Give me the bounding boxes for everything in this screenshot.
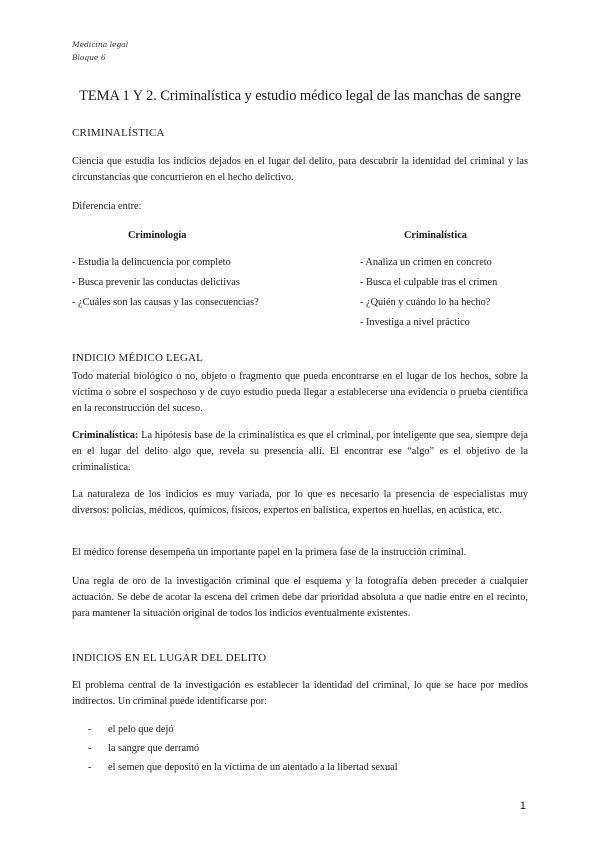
list-item: el pelo que dejó [108, 724, 174, 735]
list-item: - Estudia la delincuencia por completo [72, 257, 231, 268]
identity-problem: El problema central de la investigación es establecer la identidad del criminal, lo que se hace por medios indirectos. Un criminal puede identificarse por: [72, 680, 528, 708]
list-item: - Busca prevenir las conductas delictivas [72, 277, 240, 288]
bullet-marker: - [88, 724, 92, 735]
hypothesis-text: La hipótesis base de la criminalística es que el criminal, por inteligente que sea, siempre deja en el lugar del delito algo que, revela su presencia allí. El encontrar ese “algo” es el objetivo de la criminalística. [72, 430, 528, 474]
section-heading-indicio: INDICIO MÉDICO LEGAL [72, 352, 204, 364]
list-item: - Busca el culpable tras el crimen [360, 277, 498, 288]
criminologia-heading: Criminología [128, 230, 187, 241]
criminalistica-term: Criminalística: [72, 430, 139, 441]
list-item: el semen que depositó en la víctima de un atentado a la libertad sexual [108, 762, 398, 773]
indicios-nature: La naturaleza de los indicios es muy variada, por lo que es necesario la presencia de especialistas muy diversos: policías, médicos, químicos, físicos, expertos en balística, expertos en huellas, en acústica, etc. [72, 489, 528, 517]
criminologia-list [72, 253, 259, 313]
section-heading-indicios-lugar: INDICIOS EN EL LUGAR DEL DELITO [72, 652, 267, 664]
list-item: la sangre que derramó [108, 743, 200, 754]
list-item: - ¿Quién y cuándo lo ha hecho? [360, 297, 491, 308]
list-item: - Analiza un crimen en concreto [360, 257, 492, 268]
golden-rule: Una regla de oro de la investigación criminal que el esquema y la fotografía deben preceder a cualquier actuación. Se debe de acotar la escena del crimen debe dar prioridad absoluta a que nadie entre en el recinto, para mantener la situación original de todos los indicios eventualmente existentes. [72, 576, 528, 620]
bullet-marker: - [88, 762, 92, 773]
criminalistica-hypothesis [72, 428, 528, 477]
list-item: - Investiga a nivel práctico [360, 317, 470, 328]
criminalistica-definition: Ciencia que estudia los indicios dejados en el lugar del delito, para descubrir la identidad del criminal y las circunstancias que concurrieron en el hecho delictivo. [72, 156, 528, 184]
bullet-marker: - [88, 743, 92, 754]
header-block: Bloque 6 [72, 53, 106, 62]
page-number: 1 [519, 800, 526, 812]
document-title: TEMA 1 Y 2. Criminalística y estudio médico legal de las manchas de sangre [79, 88, 521, 104]
indicio-definition: Todo material biológico o no, objeto o fragmento que pueda encontrarse en el lugar de los hechos, sobre la víctima o sobre el sospechoso y de cuyo estudio pueda llegar a establecerse una evidencia o prueba científica en la reconstrucción del suceso. [72, 371, 528, 415]
forense-role: El médico forense desempeña un importante papel en la primera fase de la instrucción criminal. [72, 547, 467, 558]
criminalistica-list [360, 253, 497, 333]
page-header [72, 38, 128, 64]
list-item: - ¿Cuáles son las causas y las consecuencias? [72, 297, 259, 308]
difference-label: Diferencia entre: [72, 201, 142, 212]
criminalistica-heading: Criminalística [404, 230, 467, 241]
section-heading-criminalistica: CRIMINALÍSTICA [72, 127, 165, 139]
header-subject: Medicina legal [72, 40, 129, 49]
